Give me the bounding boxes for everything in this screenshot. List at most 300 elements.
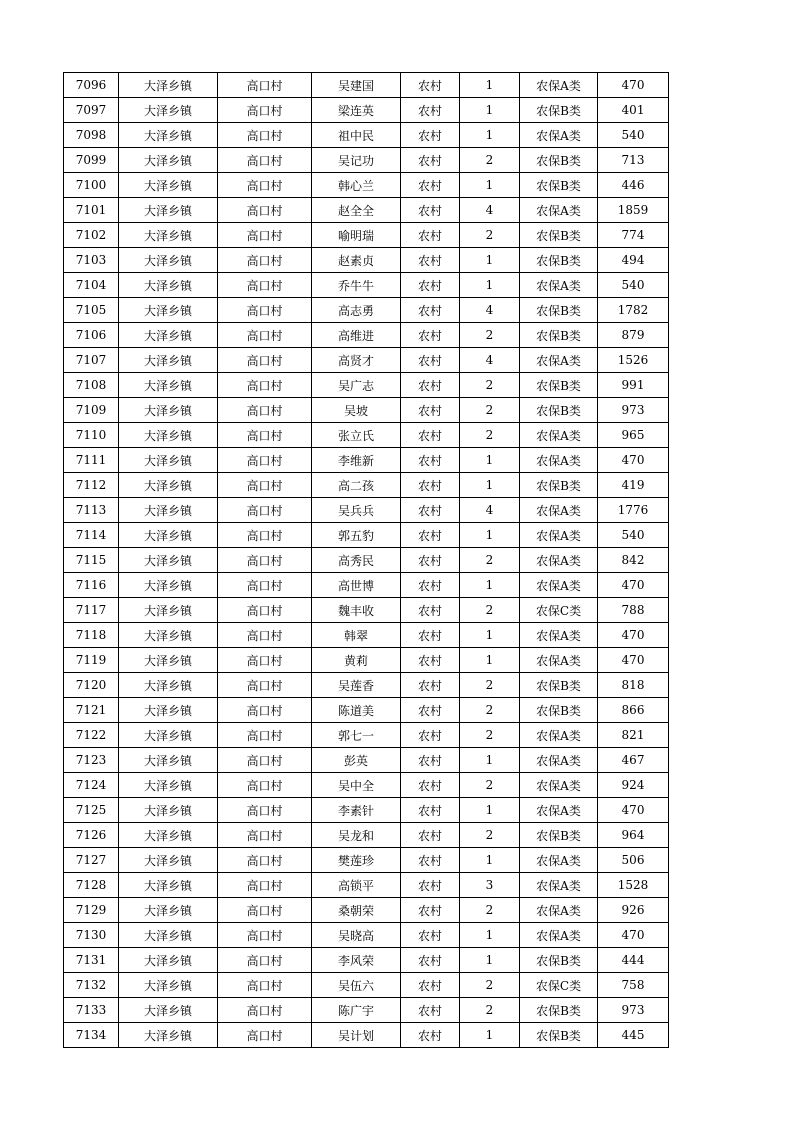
cell-amount: 866 [598,698,669,723]
cell-name: 吴晓高 [312,923,401,948]
cell-township: 大泽乡镇 [119,998,218,1023]
cell-insurance-category: 农保A类 [520,748,598,773]
cell-village: 高口村 [218,998,312,1023]
table-row [64,373,669,398]
cell-person-count: 2 [460,398,520,423]
table-row [64,248,669,273]
cell-name: 高志勇 [312,298,401,323]
cell-residence-type: 农村 [401,148,460,173]
cell-amount: 540 [598,123,669,148]
cell-name: 吴坡 [312,398,401,423]
cell-name: 魏丰收 [312,598,401,623]
cell-name: 高世博 [312,573,401,598]
cell-serial: 7124 [64,773,119,798]
cell-person-count: 1 [460,523,520,548]
cell-name: 吴莲香 [312,673,401,698]
cell-serial: 7115 [64,548,119,573]
cell-person-count: 2 [460,548,520,573]
cell-township: 大泽乡镇 [119,373,218,398]
cell-village: 高口村 [218,148,312,173]
cell-person-count: 4 [460,198,520,223]
table-row [64,748,669,773]
cell-residence-type: 农村 [401,298,460,323]
cell-person-count: 2 [460,598,520,623]
cell-amount: 879 [598,323,669,348]
cell-name: 陈广宇 [312,998,401,1023]
cell-residence-type: 农村 [401,223,460,248]
table-row [64,948,669,973]
cell-amount: 1526 [598,348,669,373]
cell-person-count: 1 [460,623,520,648]
cell-residence-type: 农村 [401,973,460,998]
cell-person-count: 4 [460,348,520,373]
cell-insurance-category: 农保A类 [520,648,598,673]
cell-village: 高口村 [218,723,312,748]
cell-residence-type: 农村 [401,773,460,798]
cell-village: 高口村 [218,198,312,223]
cell-amount: 467 [598,748,669,773]
table-row [64,998,669,1023]
cell-serial: 7119 [64,648,119,673]
cell-village: 高口村 [218,923,312,948]
cell-amount: 470 [598,73,669,98]
cell-serial: 7128 [64,873,119,898]
cell-serial: 7125 [64,798,119,823]
cell-amount: 964 [598,823,669,848]
cell-serial: 7131 [64,948,119,973]
cell-serial: 7101 [64,198,119,223]
cell-insurance-category: 农保B类 [520,323,598,348]
cell-residence-type: 农村 [401,648,460,673]
cell-serial: 7130 [64,923,119,948]
cell-township: 大泽乡镇 [119,948,218,973]
cell-name: 韩翠 [312,623,401,648]
cell-township: 大泽乡镇 [119,123,218,148]
cell-insurance-category: 农保A类 [520,498,598,523]
cell-residence-type: 农村 [401,273,460,298]
cell-amount: 540 [598,523,669,548]
cell-residence-type: 农村 [401,448,460,473]
table-row [64,823,669,848]
cell-township: 大泽乡镇 [119,598,218,623]
cell-amount: 1528 [598,873,669,898]
cell-name: 梁连英 [312,98,401,123]
table-row [64,448,669,473]
table-row [64,98,669,123]
cell-amount: 713 [598,148,669,173]
cell-amount: 818 [598,673,669,698]
cell-serial: 7134 [64,1023,119,1048]
cell-insurance-category: 农保A类 [520,923,598,948]
cell-residence-type: 农村 [401,523,460,548]
cell-village: 高口村 [218,248,312,273]
table-row [64,498,669,523]
cell-serial: 7103 [64,248,119,273]
table-row [64,698,669,723]
cell-village: 高口村 [218,523,312,548]
cell-township: 大泽乡镇 [119,523,218,548]
cell-name: 李素针 [312,798,401,823]
cell-village: 高口村 [218,823,312,848]
cell-village: 高口村 [218,773,312,798]
cell-name: 吴建国 [312,73,401,98]
cell-residence-type: 农村 [401,173,460,198]
cell-residence-type: 农村 [401,1023,460,1048]
cell-person-count: 2 [460,898,520,923]
cell-village: 高口村 [218,473,312,498]
cell-amount: 470 [598,648,669,673]
cell-insurance-category: 农保B类 [520,173,598,198]
cell-township: 大泽乡镇 [119,398,218,423]
document-page [63,72,669,1048]
cell-insurance-category: 农保B类 [520,948,598,973]
cell-name: 赵素贞 [312,248,401,273]
cell-person-count: 1 [460,448,520,473]
table-row [64,323,669,348]
cell-village: 高口村 [218,423,312,448]
cell-serial: 7110 [64,423,119,448]
cell-township: 大泽乡镇 [119,748,218,773]
cell-insurance-category: 农保A类 [520,848,598,873]
cell-serial: 7108 [64,373,119,398]
cell-village: 高口村 [218,698,312,723]
table-row [64,298,669,323]
cell-township: 大泽乡镇 [119,298,218,323]
cell-person-count: 1 [460,798,520,823]
table-body [64,73,669,1048]
cell-amount: 1859 [598,198,669,223]
cell-village: 高口村 [218,848,312,873]
cell-village: 高口村 [218,448,312,473]
cell-village: 高口村 [218,273,312,298]
cell-person-count: 2 [460,373,520,398]
cell-insurance-category: 农保A类 [520,448,598,473]
cell-serial: 7127 [64,848,119,873]
cell-amount: 991 [598,373,669,398]
cell-village: 高口村 [218,798,312,823]
cell-township: 大泽乡镇 [119,248,218,273]
cell-serial: 7114 [64,523,119,548]
cell-insurance-category: 农保C类 [520,973,598,998]
cell-person-count: 2 [460,698,520,723]
cell-township: 大泽乡镇 [119,323,218,348]
cell-residence-type: 农村 [401,548,460,573]
cell-township: 大泽乡镇 [119,548,218,573]
cell-name: 喻明瑞 [312,223,401,248]
cell-name: 乔牛牛 [312,273,401,298]
cell-person-count: 1 [460,948,520,973]
cell-person-count: 2 [460,148,520,173]
cell-amount: 494 [598,248,669,273]
cell-person-count: 1 [460,73,520,98]
cell-serial: 7123 [64,748,119,773]
cell-village: 高口村 [218,598,312,623]
cell-insurance-category: 农保A类 [520,773,598,798]
cell-insurance-category: 农保B类 [520,823,598,848]
cell-person-count: 2 [460,823,520,848]
cell-insurance-category: 农保B类 [520,298,598,323]
table-row [64,1023,669,1048]
cell-person-count: 1 [460,173,520,198]
cell-name: 张立氏 [312,423,401,448]
cell-residence-type: 农村 [401,498,460,523]
cell-amount: 446 [598,173,669,198]
cell-amount: 419 [598,473,669,498]
cell-residence-type: 农村 [401,698,460,723]
cell-insurance-category: 农保A类 [520,623,598,648]
cell-township: 大泽乡镇 [119,98,218,123]
cell-village: 高口村 [218,398,312,423]
cell-township: 大泽乡镇 [119,173,218,198]
cell-name: 李风荣 [312,948,401,973]
table-row [64,873,669,898]
cell-person-count: 3 [460,873,520,898]
cell-village: 高口村 [218,173,312,198]
cell-residence-type: 农村 [401,73,460,98]
cell-serial: 7113 [64,498,119,523]
table-row [64,148,669,173]
cell-amount: 470 [598,923,669,948]
table-row [64,223,669,248]
cell-person-count: 1 [460,123,520,148]
cell-serial: 7118 [64,623,119,648]
cell-person-count: 1 [460,748,520,773]
cell-amount: 506 [598,848,669,873]
table-row [64,348,669,373]
cell-serial: 7120 [64,673,119,698]
cell-insurance-category: 农保C类 [520,598,598,623]
cell-residence-type: 农村 [401,848,460,873]
cell-insurance-category: 农保A类 [520,73,598,98]
cell-insurance-category: 农保A类 [520,573,598,598]
cell-village: 高口村 [218,348,312,373]
cell-insurance-category: 农保A类 [520,523,598,548]
cell-township: 大泽乡镇 [119,673,218,698]
cell-serial: 7100 [64,173,119,198]
table-row [64,773,669,798]
cell-village: 高口村 [218,748,312,773]
cell-serial: 7126 [64,823,119,848]
table-row [64,648,669,673]
cell-residence-type: 农村 [401,898,460,923]
cell-serial: 7132 [64,973,119,998]
cell-township: 大泽乡镇 [119,1023,218,1048]
cell-residence-type: 农村 [401,398,460,423]
cell-person-count: 1 [460,648,520,673]
cell-serial: 7111 [64,448,119,473]
cell-insurance-category: 农保A类 [520,123,598,148]
cell-township: 大泽乡镇 [119,73,218,98]
cell-township: 大泽乡镇 [119,773,218,798]
cell-amount: 401 [598,98,669,123]
cell-name: 高锁平 [312,873,401,898]
cell-amount: 1782 [598,298,669,323]
table-row [64,523,669,548]
cell-amount: 973 [598,998,669,1023]
cell-serial: 7105 [64,298,119,323]
cell-village: 高口村 [218,323,312,348]
cell-residence-type: 农村 [401,948,460,973]
table-row [64,848,669,873]
cell-residence-type: 农村 [401,923,460,948]
cell-serial: 7116 [64,573,119,598]
table-row [64,798,669,823]
cell-name: 高二孩 [312,473,401,498]
cell-serial: 7107 [64,348,119,373]
cell-name: 桑朝荣 [312,898,401,923]
cell-township: 大泽乡镇 [119,273,218,298]
cell-insurance-category: 农保B类 [520,473,598,498]
cell-amount: 788 [598,598,669,623]
cell-residence-type: 农村 [401,248,460,273]
cell-township: 大泽乡镇 [119,473,218,498]
cell-amount: 758 [598,973,669,998]
cell-insurance-category: 农保A类 [520,898,598,923]
cell-person-count: 2 [460,773,520,798]
cell-serial: 7121 [64,698,119,723]
cell-serial: 7104 [64,273,119,298]
cell-amount: 540 [598,273,669,298]
cell-residence-type: 农村 [401,473,460,498]
cell-residence-type: 农村 [401,598,460,623]
table-row [64,623,669,648]
cell-village: 高口村 [218,123,312,148]
cell-name: 吴龙和 [312,823,401,848]
cell-residence-type: 农村 [401,348,460,373]
cell-amount: 445 [598,1023,669,1048]
cell-insurance-category: 农保A类 [520,423,598,448]
table-row [64,198,669,223]
cell-township: 大泽乡镇 [119,648,218,673]
cell-village: 高口村 [218,1023,312,1048]
table-row [64,898,669,923]
cell-person-count: 2 [460,998,520,1023]
cell-amount: 973 [598,398,669,423]
cell-amount: 965 [598,423,669,448]
cell-person-count: 2 [460,423,520,448]
cell-person-count: 1 [460,473,520,498]
cell-village: 高口村 [218,223,312,248]
cell-serial: 7133 [64,998,119,1023]
cell-serial: 7098 [64,123,119,148]
cell-person-count: 2 [460,723,520,748]
cell-amount: 470 [598,798,669,823]
cell-residence-type: 农村 [401,198,460,223]
cell-name: 祖中民 [312,123,401,148]
table-row [64,923,669,948]
cell-insurance-category: 农保B类 [520,373,598,398]
cell-name: 樊莲珍 [312,848,401,873]
table-row [64,273,669,298]
cell-amount: 470 [598,448,669,473]
cell-township: 大泽乡镇 [119,723,218,748]
table-row [64,73,669,98]
cell-insurance-category: 农保B类 [520,223,598,248]
cell-serial: 7112 [64,473,119,498]
cell-name: 赵全全 [312,198,401,223]
cell-person-count: 1 [460,573,520,598]
cell-village: 高口村 [218,498,312,523]
cell-residence-type: 农村 [401,823,460,848]
cell-amount: 842 [598,548,669,573]
cell-serial: 7096 [64,73,119,98]
cell-village: 高口村 [218,973,312,998]
cell-insurance-category: 农保B类 [520,998,598,1023]
cell-residence-type: 农村 [401,748,460,773]
cell-residence-type: 农村 [401,573,460,598]
table-row [64,123,669,148]
cell-person-count: 1 [460,923,520,948]
cell-residence-type: 农村 [401,123,460,148]
cell-township: 大泽乡镇 [119,848,218,873]
cell-person-count: 1 [460,848,520,873]
cell-township: 大泽乡镇 [119,223,218,248]
cell-name: 郭五豹 [312,523,401,548]
cell-serial: 7117 [64,598,119,623]
cell-person-count: 2 [460,973,520,998]
cell-name: 高秀民 [312,548,401,573]
cell-township: 大泽乡镇 [119,923,218,948]
table-row [64,398,669,423]
cell-village: 高口村 [218,373,312,398]
cell-village: 高口村 [218,623,312,648]
table-row [64,473,669,498]
cell-township: 大泽乡镇 [119,423,218,448]
cell-insurance-category: 农保A类 [520,348,598,373]
cell-name: 韩心兰 [312,173,401,198]
cell-name: 李维新 [312,448,401,473]
cell-village: 高口村 [218,873,312,898]
cell-village: 高口村 [218,573,312,598]
cell-village: 高口村 [218,898,312,923]
table-row [64,598,669,623]
cell-village: 高口村 [218,298,312,323]
cell-serial: 7099 [64,148,119,173]
cell-amount: 444 [598,948,669,973]
cell-insurance-category: 农保B类 [520,673,598,698]
cell-insurance-category: 农保B类 [520,248,598,273]
cell-insurance-category: 农保B类 [520,398,598,423]
cell-township: 大泽乡镇 [119,498,218,523]
cell-serial: 7102 [64,223,119,248]
table-row [64,173,669,198]
cell-name: 彭英 [312,748,401,773]
cell-insurance-category: 农保A类 [520,873,598,898]
cell-person-count: 4 [460,298,520,323]
cell-village: 高口村 [218,948,312,973]
cell-residence-type: 农村 [401,673,460,698]
cell-insurance-category: 农保A类 [520,723,598,748]
table-row [64,548,669,573]
cell-serial: 7122 [64,723,119,748]
cell-serial: 7129 [64,898,119,923]
cell-serial: 7109 [64,398,119,423]
cell-residence-type: 农村 [401,798,460,823]
cell-name: 吴计划 [312,1023,401,1048]
cell-amount: 470 [598,573,669,598]
cell-township: 大泽乡镇 [119,898,218,923]
cell-amount: 774 [598,223,669,248]
cell-residence-type: 农村 [401,323,460,348]
cell-person-count: 2 [460,223,520,248]
table-row [64,723,669,748]
cell-insurance-category: 农保A类 [520,798,598,823]
cell-person-count: 1 [460,98,520,123]
cell-name: 高维进 [312,323,401,348]
cell-residence-type: 农村 [401,373,460,398]
cell-name: 高贤才 [312,348,401,373]
table-row [64,573,669,598]
